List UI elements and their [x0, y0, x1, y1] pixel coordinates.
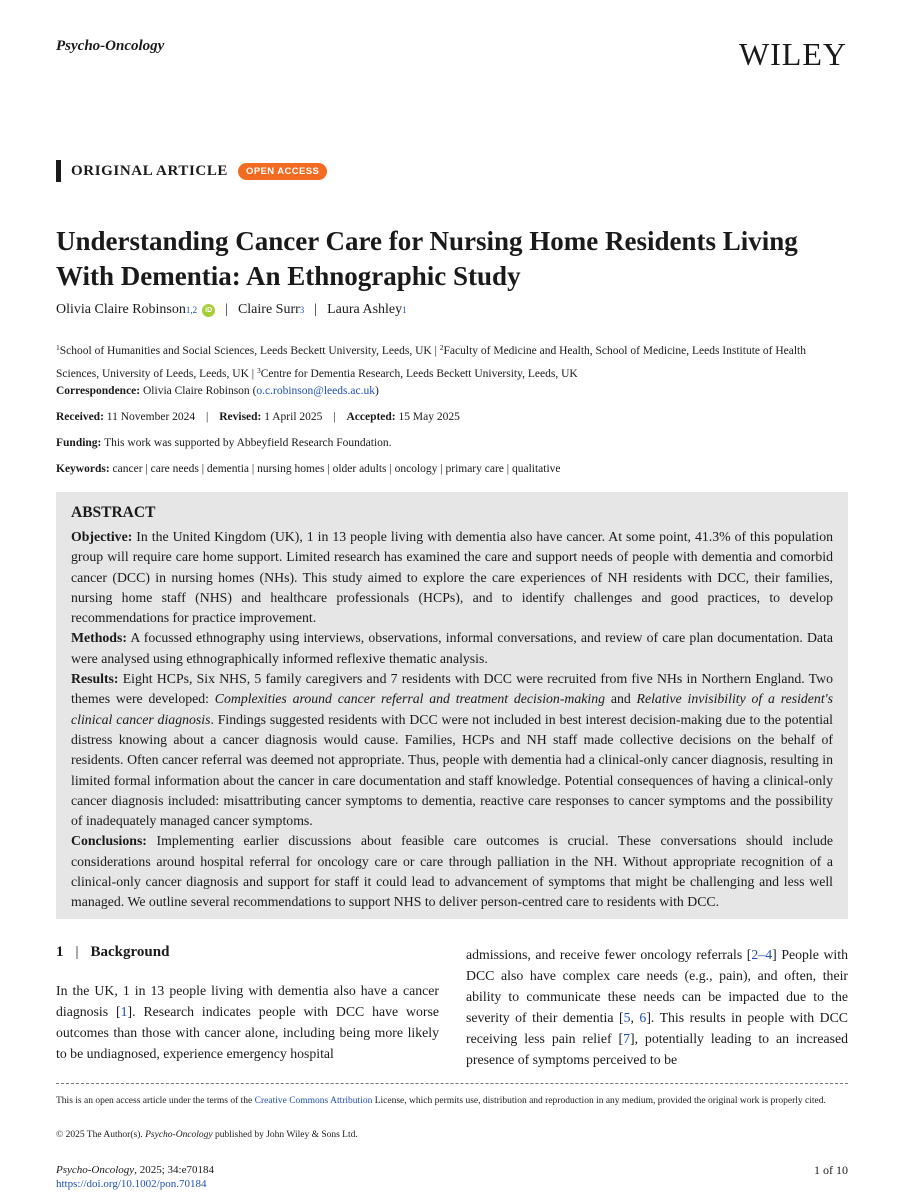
- citation-link[interactable]: 2–4: [751, 947, 773, 962]
- methods-text: A focussed ethnography using interviews, observations, informal conversations, and review of care plan documentation. Data were analysed using ethnographically informed reflexive thematic analysis.: [71, 630, 833, 666]
- accepted-label: Accepted:: [346, 411, 396, 423]
- affiliation-text: Faculty of Medicine and Health, School of Medicine, Leeds Institute of Health Sciences, University of Leeds, Leeds, UK: [56, 345, 806, 380]
- affiliation-text: Centre for Dementia Research, Leeds Beckett University, Leeds, UK: [260, 368, 578, 380]
- revised-date: 1 April 2025: [264, 411, 323, 423]
- keyword: cancer: [112, 463, 143, 475]
- keyword: qualitative: [511, 463, 561, 475]
- results-label: Results:: [71, 671, 119, 687]
- author-separator: |: [314, 302, 318, 317]
- body-column-left: [56, 980, 439, 1064]
- results-text: Eight HCPs, Six NHS, 5 family caregivers and 7 residents with DCC were recruited from five NHs in Northern England. Two themes were developed:: [71, 671, 834, 707]
- open-access-badge: OPEN ACCESS: [238, 163, 327, 180]
- doi-link[interactable]: https://doi.org/10.1002/pon.70184: [56, 1178, 207, 1190]
- article-type: [56, 160, 327, 182]
- theme-two: Relative invisibility of a resident's clinical cancer diagnosis: [71, 691, 833, 727]
- citation-separator: ,: [630, 1010, 640, 1025]
- license-text-continued: License, which permits use, distribution and reproduction in any medium, provided the original work is properly cited.: [372, 1096, 826, 1106]
- body-text: In the UK, 1 in 13 people living with dementia also have a cancer diagnosis [: [56, 983, 439, 1019]
- received-label: Received:: [56, 411, 104, 423]
- correspondence-label: Correspondence:: [56, 385, 141, 397]
- date-separator: |: [333, 411, 336, 423]
- article-type-bar: [56, 160, 61, 182]
- section-heading: [56, 944, 169, 961]
- body-column-right: [466, 944, 848, 1070]
- affiliation-number: 1: [56, 343, 60, 352]
- affiliation-separator: |: [251, 368, 257, 380]
- keywords-label: Keywords:: [56, 463, 110, 475]
- author-name[interactable]: Olivia Claire Robinson: [56, 302, 186, 317]
- keyword: oncology: [394, 463, 438, 475]
- footnote-divider: [56, 1083, 848, 1084]
- accepted-date: 15 May 2025: [398, 411, 460, 423]
- revised-label: Revised:: [219, 411, 262, 423]
- abstract-body: [71, 527, 833, 913]
- article-dates: [56, 411, 460, 423]
- keywords: [56, 463, 561, 475]
- funding-text: This work was supported by Abbeyfield Research Foundation.: [104, 437, 392, 449]
- abstract-methods: [71, 628, 833, 669]
- affiliations: [56, 338, 851, 384]
- keyword-separator: |: [142, 463, 151, 475]
- funding-label: Funding:: [56, 437, 102, 449]
- citation-link[interactable]: 5: [623, 1010, 631, 1025]
- keyword-separator: |: [324, 463, 333, 475]
- body-text: ] People with DCC also have complex care needs (e.g., pain), and often, their ability to communicate these needs can be impacted due to the severity of their dementia [: [466, 947, 848, 1025]
- author-affiliation-ref[interactable]: 1: [402, 305, 407, 315]
- keyword-separator: |: [386, 463, 395, 475]
- keyword-separator: |: [503, 463, 512, 475]
- body-text: admissions, and receive fewer oncology referrals [: [466, 947, 752, 962]
- abstract-heading: ABSTRACT: [71, 504, 156, 521]
- abstract-objective: [71, 527, 833, 628]
- footer-volume: , 2025; 34:e70184: [134, 1164, 214, 1176]
- objective-text: In the United Kingdom (UK), 1 in 13 people living with dementia also have cancer. At some point, 41.3% of this population group will require care home support. Limited research has examined the care and support needs of people with dementia and comorbid cancer (DCC) in nursing homes (NHs). This study aimed to explore the care experiences of NH residents with DCC, their families, nursing home staff (NHS) and healthcare professionals (HCPs), and to identify challenges and good practices, to develop recommendations for practice improvement.: [71, 529, 833, 626]
- keyword-separator: |: [198, 463, 207, 475]
- conclusions-label: Conclusions:: [71, 833, 147, 849]
- orcid-icon[interactable]: iD: [202, 304, 215, 317]
- author-name[interactable]: Laura Ashley: [327, 302, 403, 317]
- article-title: Understanding Cancer Care for Nursing Home Residents Living With Dementia: An Ethnographic Study: [56, 226, 798, 291]
- body-text: ]. Research indicates people with DCC have worse outcomes than those with cancer alone, including being more likely to be undiagnosed, experience emergency hospital: [56, 1004, 440, 1061]
- keyword: care needs: [150, 463, 199, 475]
- page-number: 1 of 10: [814, 1163, 848, 1177]
- results-text-continued: . Findings suggested residents with DCC were not included in best interest decision-making due to the potential distress knowing about a cancer diagnosis would cause. Families, HCPs and NH staff made collective decisions on the behalf of residents. Often cancer referral was deemed not appropriate. Thus, people with dementia had a clinical-only cancer diagnosis, resulting in limited formal information about the cancer in care documentation and staff knowledge. Potential consequences of having a clinical-only cancer diagnosis included: misattributing cancer symptoms to dementia, reactive care responses to cancer symptoms and the possibility of inadequately managed cancer symptoms.: [71, 711, 833, 829]
- author-affiliation-ref[interactable]: 1,2: [185, 305, 198, 315]
- keyword: nursing homes: [257, 463, 325, 475]
- author-separator: |: [225, 302, 228, 317]
- methods-label: Methods:: [71, 630, 127, 646]
- keyword-separator: |: [437, 463, 446, 475]
- section-number: 1: [56, 944, 64, 960]
- journal-name: Psycho-Oncology: [56, 38, 165, 54]
- objective-label: Objective:: [71, 529, 133, 544]
- keyword: dementia: [206, 463, 250, 475]
- footer-journal: Psycho-Oncology: [56, 1164, 135, 1176]
- results-conjunction: and: [605, 691, 637, 707]
- article-type-label: ORIGINAL ARTICLE: [71, 162, 229, 179]
- citation-link[interactable]: 1: [120, 1004, 128, 1019]
- affiliation-separator: |: [434, 345, 440, 357]
- affiliation-text: School of Humanities and Social Sciences, Leeds Beckett University, Leeds, UK: [59, 345, 432, 357]
- theme-one: Complexities around cancer referral and treatment decision-making: [214, 691, 606, 707]
- correspondence-email-link[interactable]: o.c.robinson@leeds.ac.uk: [256, 385, 375, 397]
- affiliation-number: 2: [439, 343, 444, 352]
- publisher-logo: WILEY: [738, 36, 847, 72]
- citation-link[interactable]: 7: [623, 1031, 630, 1046]
- author-name[interactable]: Claire Surr: [237, 302, 300, 317]
- copyright-text: © 2025 The Author(s).: [56, 1130, 146, 1140]
- citation-link[interactable]: 6: [639, 1010, 647, 1025]
- body-text: ]. This results in people with DCC receiving less pain relief [: [466, 1010, 848, 1046]
- copyright-journal: Psycho-Oncology: [145, 1130, 213, 1140]
- section-title: Background: [90, 944, 170, 960]
- affiliation-number: 3: [256, 366, 261, 375]
- funding: [56, 437, 392, 449]
- copyright-note: [56, 1130, 358, 1140]
- license-note: [56, 1094, 848, 1109]
- keyword: older adults: [332, 463, 387, 475]
- received-date: 11 November 2024: [106, 411, 196, 423]
- abstract-results: [71, 669, 833, 831]
- body-text: ], potentially leading to an increased presence of symptoms perceived to be: [466, 1031, 848, 1067]
- author-list: [56, 302, 407, 318]
- author-affiliation-ref[interactable]: 3: [299, 305, 305, 315]
- license-link[interactable]: Creative Commons Attribution: [254, 1096, 373, 1106]
- conclusions-text: Implementing earlier discussions about feasible care outcomes is crucial. These conversations should include considerations around hospital referral for oncology care or care through palliation in the NH. Without appropriate recognition of a clinical-only cancer diagnosis and support for staff it could lead to advancement of symptoms that might be challenging and less well managed. We outline several recommendations to support NHS to deliver person-centred care to residents with DCC.: [71, 833, 833, 910]
- date-separator: |: [206, 411, 209, 423]
- keyword-separator: |: [249, 463, 258, 475]
- correspondence-name: Olivia Claire Robinson: [143, 385, 250, 397]
- correspondence: Correspondence: Olivia Claire Robinson (o.c.robinson@leeds.ac.uk): [56, 385, 379, 397]
- section-separator: |: [75, 944, 79, 960]
- copyright-text-continued: published by John Wiley & Sons Ltd.: [212, 1130, 358, 1140]
- footer-citation: [56, 1163, 214, 1191]
- keyword-list: [113, 463, 561, 475]
- abstract-conclusions: [71, 831, 833, 912]
- keyword: primary care: [445, 463, 504, 475]
- license-text: This is an open access article under the terms of the: [56, 1096, 255, 1106]
